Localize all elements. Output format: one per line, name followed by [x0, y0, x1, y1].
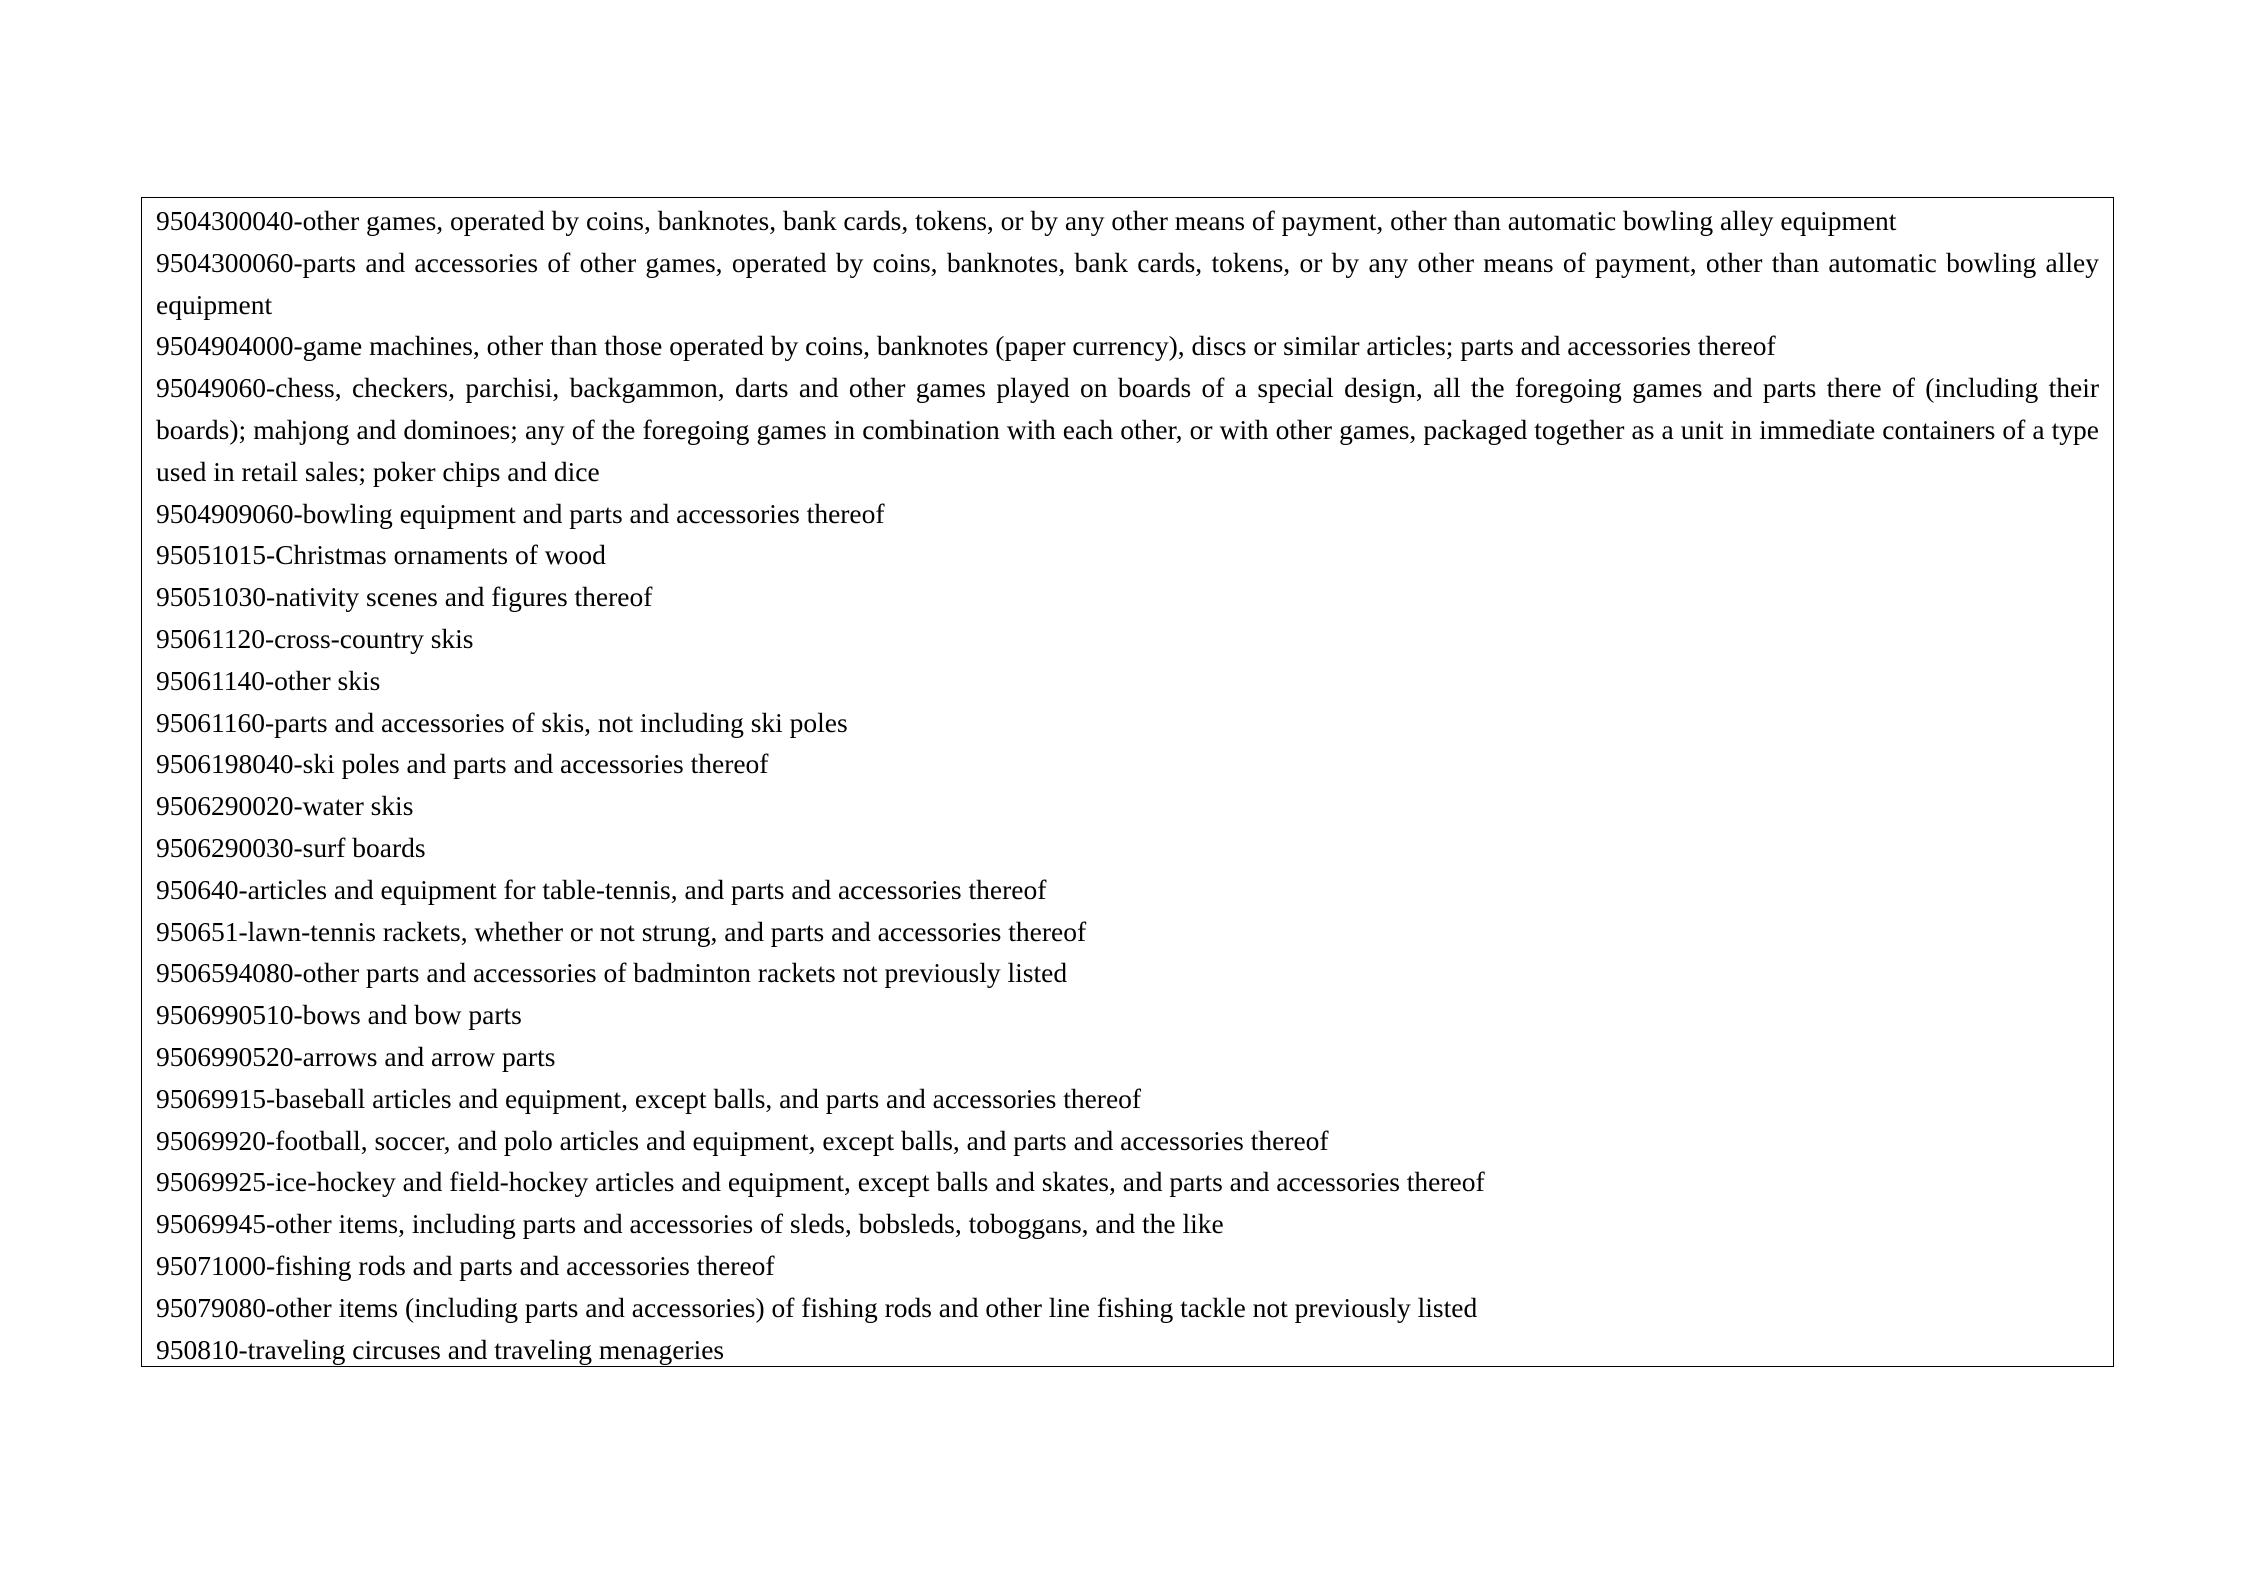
list-item: 95061160-parts and accessories of skis, not including ski poles: [156, 706, 848, 738]
list-item: 95079080-other items (including parts and accessories) of fishing rods and other line fishing tackle not previously listed: [156, 1291, 1478, 1323]
list-item: 95061120-cross-country skis: [156, 622, 474, 654]
list-item: 95051030-nativity scenes and figures thereof: [156, 581, 653, 613]
list-item: 95069945-other items, including parts and accessories of sleds, bobsleds, toboggans, and the like: [156, 1208, 1224, 1240]
list-item: 950810-traveling circuses and traveling menageries: [156, 1333, 725, 1365]
list-item: 950651-lawn-tennis rackets, whether or not strung, and parts and accessories thereof: [156, 915, 1087, 947]
list-item: 9506990510-bows and bow parts: [156, 999, 522, 1031]
tariff-code-list: [141, 197, 2114, 1367]
list-item: 95071000-fishing rods and parts and accessories thereof: [156, 1249, 775, 1281]
list-item: 9504909060-bowling equipment and parts and accessories thereof: [156, 497, 885, 529]
list-item: 95061140-other skis: [156, 664, 381, 696]
list-item: 9506290030-surf boards: [156, 831, 426, 863]
list-item: 9506594080-other parts and accessories of badminton rackets not previously listed: [156, 957, 1068, 989]
list-item: 9506290020-water skis: [156, 790, 414, 822]
list-item: 9504904000-game machines, other than those operated by coins, banknotes (paper currency), discs or similar articles; parts and accessories thereof: [156, 330, 1776, 362]
list-item: 9504300040-other games, operated by coins, banknotes, bank cards, tokens, or by any other means of payment, other than automatic bowling alley equipment: [156, 205, 1897, 236]
list-item: 950640-articles and equipment for table-tennis, and parts and accessories thereof: [156, 873, 1047, 905]
list-item: 95069915-baseball articles and equipment, except balls, and parts and accessories thereof: [156, 1082, 1142, 1114]
list-item: 95069920-football, soccer, and polo articles and equipment, except balls, and parts and accessories thereof: [156, 1124, 1329, 1156]
list-item: 9504300060-parts and accessories of other games, operated by coins, banknotes, bank cards, tokens, or by any other means of payment, other than automatic bowling alley equipment: [156, 246, 2099, 320]
list-item: 9506198040-ski poles and parts and accessories thereof: [156, 748, 769, 780]
list-item: 9506990520-arrows and arrow parts: [156, 1040, 556, 1072]
list-item: 95051015-Christmas ornaments of wood: [156, 539, 606, 571]
list-item: 95049060-chess, checkers, parchisi, backgammon, darts and other games played on boards of a special design, all the foregoing games and parts there of (including their boards); mahjong and dominoes; any of the foregoing games in combination with each other, or with other games, packaged together as a unit in immediate containers of a type used in retail sales; poker chips and dice: [156, 372, 2099, 487]
list-item: 95069925-ice-hockey and field-hockey articles and equipment, except balls and skates, and parts and accessories thereof: [156, 1166, 1485, 1198]
